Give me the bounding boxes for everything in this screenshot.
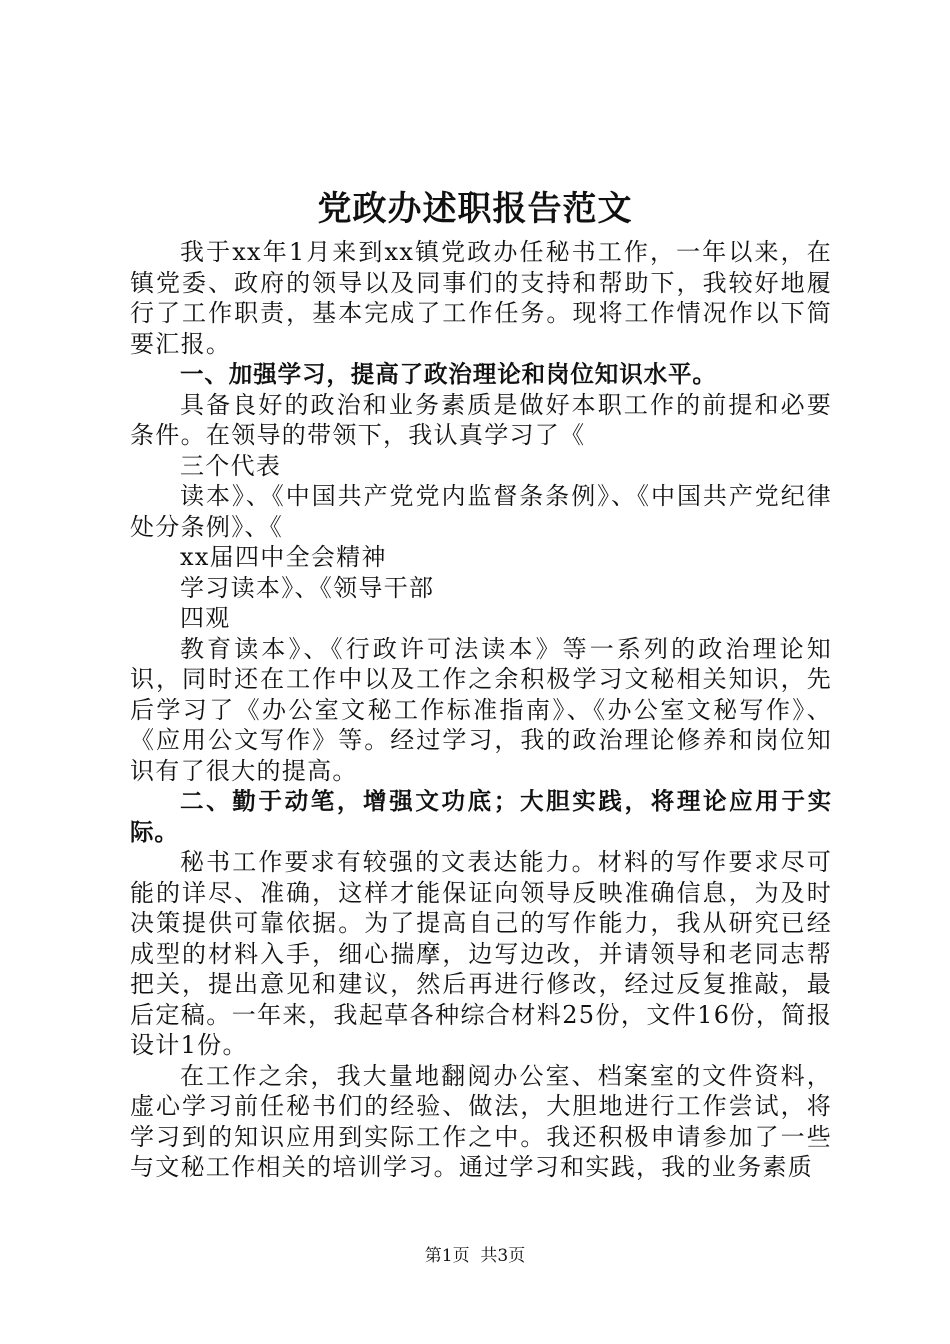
paragraph: 我于xx年1月来到xx镇党政办任秘书工作，一年以来，在镇党委、政府的领导以及同事们的支持和帮助下，我较好地履行了工作职责，基本完成了工作任务。现将工作情况作以下简要汇报。 bbox=[130, 238, 832, 358]
paragraph: 具备良好的政治和业务素质是做好本职工作的前提和必要条件。在领导的带领下，我认真学习了《 bbox=[130, 390, 832, 449]
paragraph: 三个代表 bbox=[180, 451, 282, 480]
document-body bbox=[130, 237, 832, 1183]
paragraph: xx届四中全会精神 bbox=[180, 543, 387, 571]
page-total: 共3页 bbox=[480, 1246, 526, 1266]
section-heading: 二、勤于动笔，增强文功底；大胆实践，将理论应用于实际。 bbox=[130, 787, 832, 846]
paragraph: 四观 bbox=[180, 604, 231, 632]
document-title: 党政办述职报告范文 bbox=[317, 189, 633, 229]
paragraph: 在工作之余，我大量地翻阅办公室、档案室的文件资料，虚心学习前任秘书们的经验、做法，大胆地进行工作尝试，将学习到的知识应用到实际工作之中。我还积极申请参加了一些与文秘工作相关的培训学习。通过学习和实践，我的业务素质 bbox=[130, 1061, 832, 1181]
section-heading: 一、加强学习，提高了政治理论和岗位知识水平。 bbox=[180, 360, 717, 388]
paragraph: 秘书工作要求有较强的文表达能力。材料的写作要求尽可能的详尽、准确，这样才能保证向领导反映准确信息，为及时决策提供可靠依据。为了提高自己的写作能力，我从研究已经成型的材料入手，细心揣摩，边写边改，并请领导和老同志帮把关，提出意见和建议，然后再进行修改，经过反复推敲，最后定稿。一年来，我起草各种综合材料25份，文件16份，简报设计1份。 bbox=[130, 848, 832, 1059]
paragraph: 教育读本》、《行政许可法读本》等一系列的政治理论知识，同时还在工作中以及工作之余积极学习文秘相关知识，先后学习了《办公室文秘工作标准指南》、《办公室文秘写作》、《应用公文写作》等。经过学习，我的政治理论修养和岗位知识有了很大的提高。 bbox=[130, 634, 832, 785]
paragraph: 学习读本》、《领导干部 bbox=[180, 573, 435, 602]
page-footer bbox=[0, 1244, 950, 1268]
page-number: 第1页 bbox=[424, 1246, 470, 1266]
paragraph: 读本》、《中国共产党党内监督条条例》、《中国共产党纪律处分条例》、《 bbox=[130, 482, 832, 541]
